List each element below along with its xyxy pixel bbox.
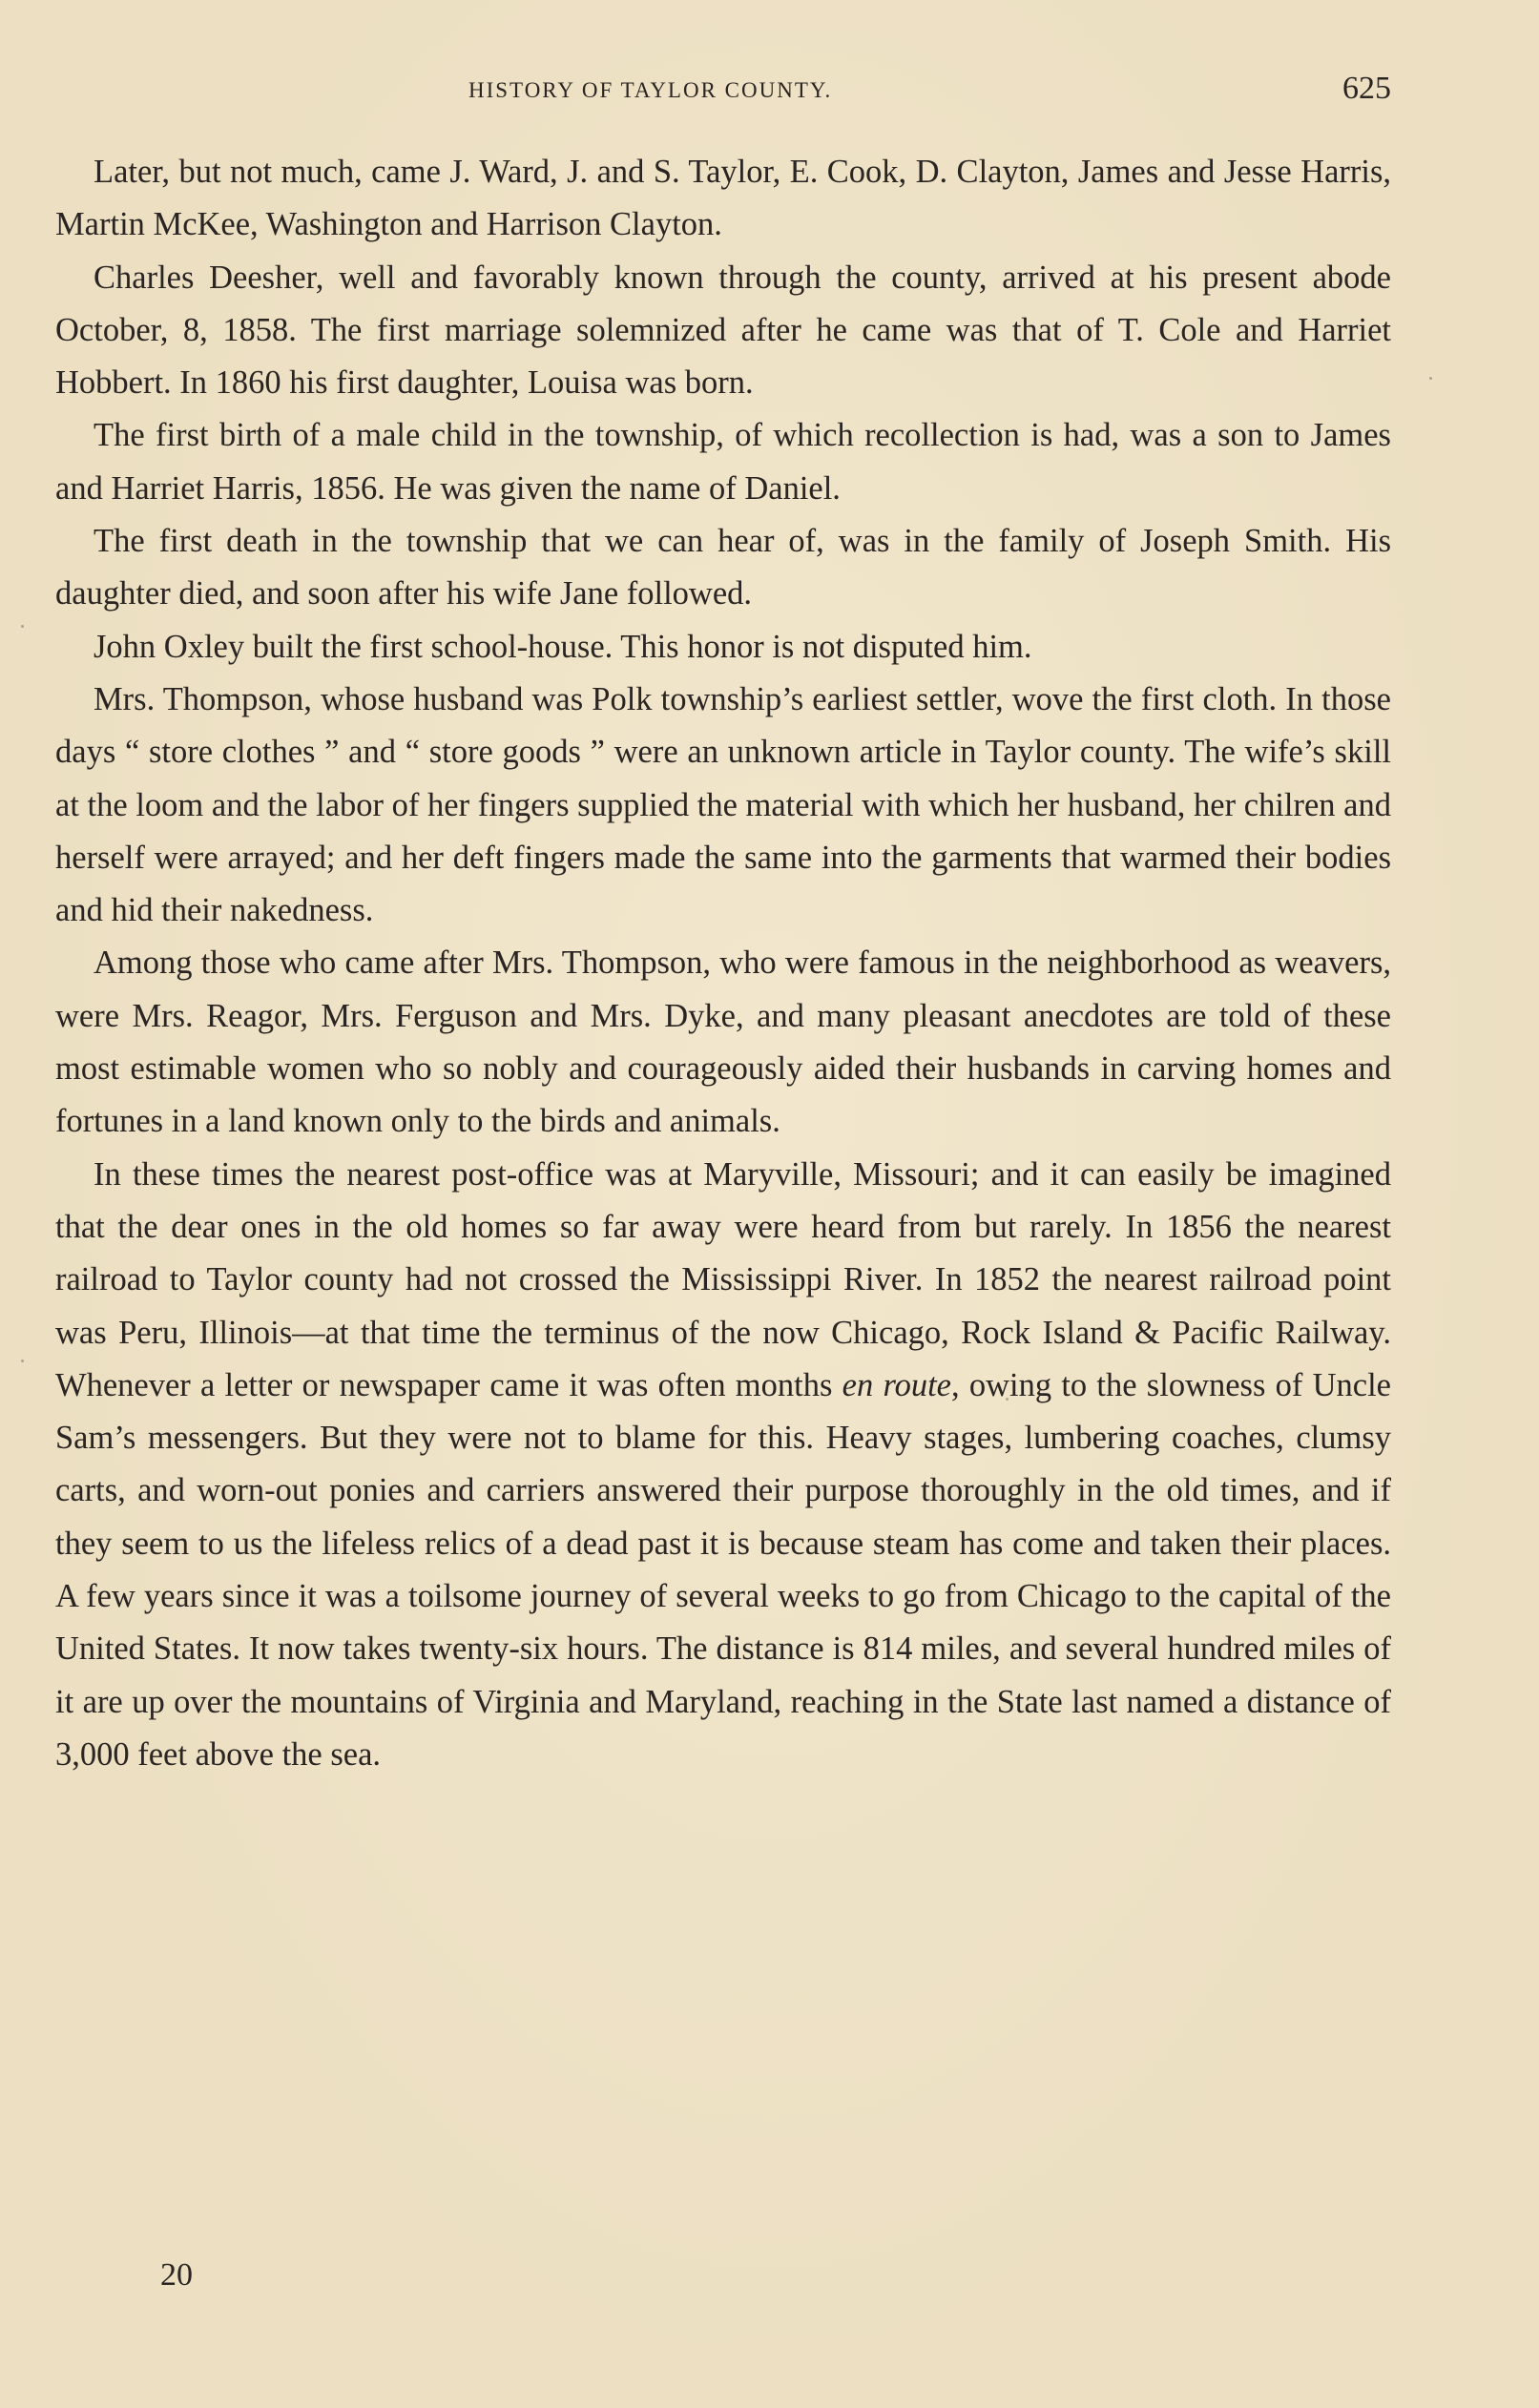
signature-mark: 20 [160, 2257, 193, 2293]
paper-speck [1429, 377, 1432, 380]
paragraph-first-school-house: John Oxley built the first school-house. This honor is not disputed him. [94, 628, 1032, 665]
paper-speck [21, 1360, 24, 1362]
running-title: HISTORY OF TAYLOR COUNTY. [468, 78, 833, 102]
page-number: 625 [1342, 71, 1391, 106]
paragraph-later-settlers: Later, but not much, came J. Ward, J. and S. Taylor, E. Cook, D. Clayton, James and Jesse Harris, Martin McKee, Washington and Harrison Clayton. [55, 154, 1391, 243]
paragraph-post-office-part-2: , owing to the slowness of Uncle Sam’s messengers. But they were not to blame for this. Heavy stages, lumbering coaches, clumsy carts, and worn-out ponies and carriers answered their purpose thoroughly in the old times, and if they seem to us the lifeless relics of a dead past it is because steam has come and taken their places. A few years since it was a toilsome journey of several weeks to go from Chicago to the capital of the United States. It now takes twenty-six hours. The distance is 814 miles, and several hundred miles of it are up over the mountains of Virginia and Maryland, reaching in the State last named a distance of 3,000 feet above the sea. [55, 1366, 1391, 1773]
paragraph-first-birth: The first birth of a male child in the township, of which recollection is had, was a son to James and Harriet Harris, 1856. He was given the name of Daniel. [55, 417, 1391, 507]
paragraph-first-death: The first death in the township that we can hear of, was in the family of Joseph Smith. His daughter died, and soon after his wife Jane followed. [55, 523, 1391, 612]
paragraph-post-office [55, 1149, 1391, 1782]
paragraph-charles-deesher: Charles Deesher, well and favorably known through the county, arrived at his present abode October, 8, 1858. The first marriage solemnized after he came was that of T. Cole and Harriet Hobbert. In 1860 his first daughter, Louisa was born. [55, 259, 1391, 402]
body-text [55, 146, 1391, 1781]
paper-speck [1006, 1398, 1009, 1401]
paragraph-first-cloth: Mrs. Thompson, whose husband was Polk township’s earliest settler, wove the first cloth. In those days “ store clothes ” and “ store goods ” were an unknown article in Taylor county. The wife’s skill at the loom and the labor of her fingers supplied the material with which her husband, her chilren and herself were arrayed; and her deft fingers made the same into the garments that warmed their bodies and hid their nakedness. [55, 680, 1391, 929]
running-head [55, 71, 1391, 109]
paragraph-post-office-part-1: In these times the nearest post-office was at Maryville, Missouri; and it can easily be imagined that the dear ones in the old homes so far away were heard from but rarely. In 1856 the nearest railroad to Taylor county had not crossed the Mississippi River. In 1852 the nearest railroad point was Peru, Illinois—at that time the terminus of the now Chicago, Rock Island & Pacific Railway. Whenever a letter or newspaper came it was often months [55, 1155, 1391, 1403]
italic-en-route: en route [842, 1366, 951, 1403]
paper-speck [21, 625, 24, 628]
paragraph-weavers: Among those who came after Mrs. Thompson, who were famous in the neighborhood as weavers, were Mrs. Reagor, Mrs. Ferguson and Mrs. Dyke, and many pleasant anecdotes are told of these most estimable women who so nobly and courageously aided their husbands in carving homes and fortunes in a land known only to the birds and animals. [55, 945, 1391, 1140]
